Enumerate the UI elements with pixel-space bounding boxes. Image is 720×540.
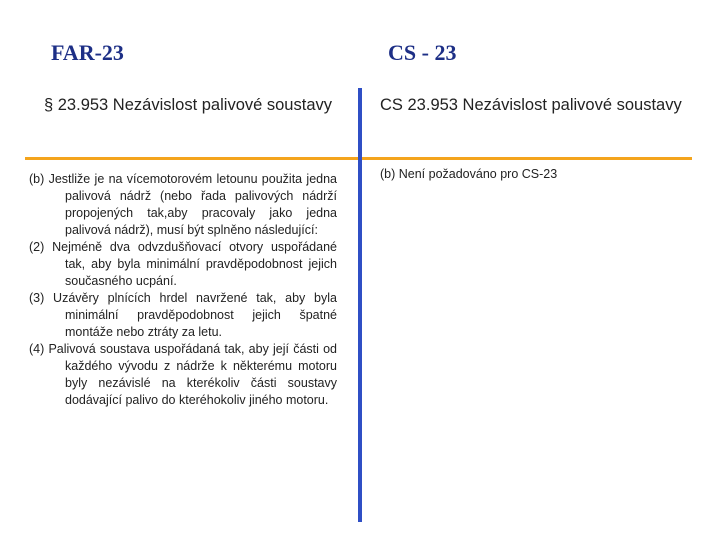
far23-requirements-list bbox=[29, 171, 337, 409]
cs23-section-heading: CS 23.953 Nezávislost palivové soustavy bbox=[380, 96, 682, 114]
far23-section-heading: § 23.953 Nezávislost palivové soustavy bbox=[44, 96, 332, 114]
far23-item-4: (4) Palivová soustava uspořádaná tak, aby její části od každého vývodu z nádrže k některému motoru byly nezávislé na kterékoliv části soustavy dodávající palivo do kteréhokoliv jiného motoru. bbox=[29, 342, 337, 407]
far23-item-3: (3) Uzávěry plnících hrdel navržené tak, aby byla minimální pravděpodobnost jejich špatné montáže nebo ztráty za letu. bbox=[29, 291, 337, 339]
far23-item-2: (2) Nejméně dva odvzdušňovací otvory uspořádané tak, aby byla minimální pravděpodobnost jejich současného ucpání. bbox=[29, 240, 337, 288]
vertical-column-divider bbox=[358, 88, 362, 522]
right-horizontal-divider bbox=[362, 157, 692, 160]
far23-column-title: FAR-23 bbox=[51, 40, 124, 65]
left-horizontal-divider bbox=[25, 157, 358, 160]
cs23-item-b: (b) Není požadováno pro CS-23 bbox=[380, 167, 558, 181]
cs23-column-title: CS - 23 bbox=[388, 40, 457, 65]
far23-item-b: (b) Jestliže je na vícemotorovém letounu použita jedna palivová nádrž (nebo řada palivových nádrží propojených tak,aby pracovaly jako jedna palivová nádrž), musí být splněno následující: bbox=[29, 172, 337, 237]
